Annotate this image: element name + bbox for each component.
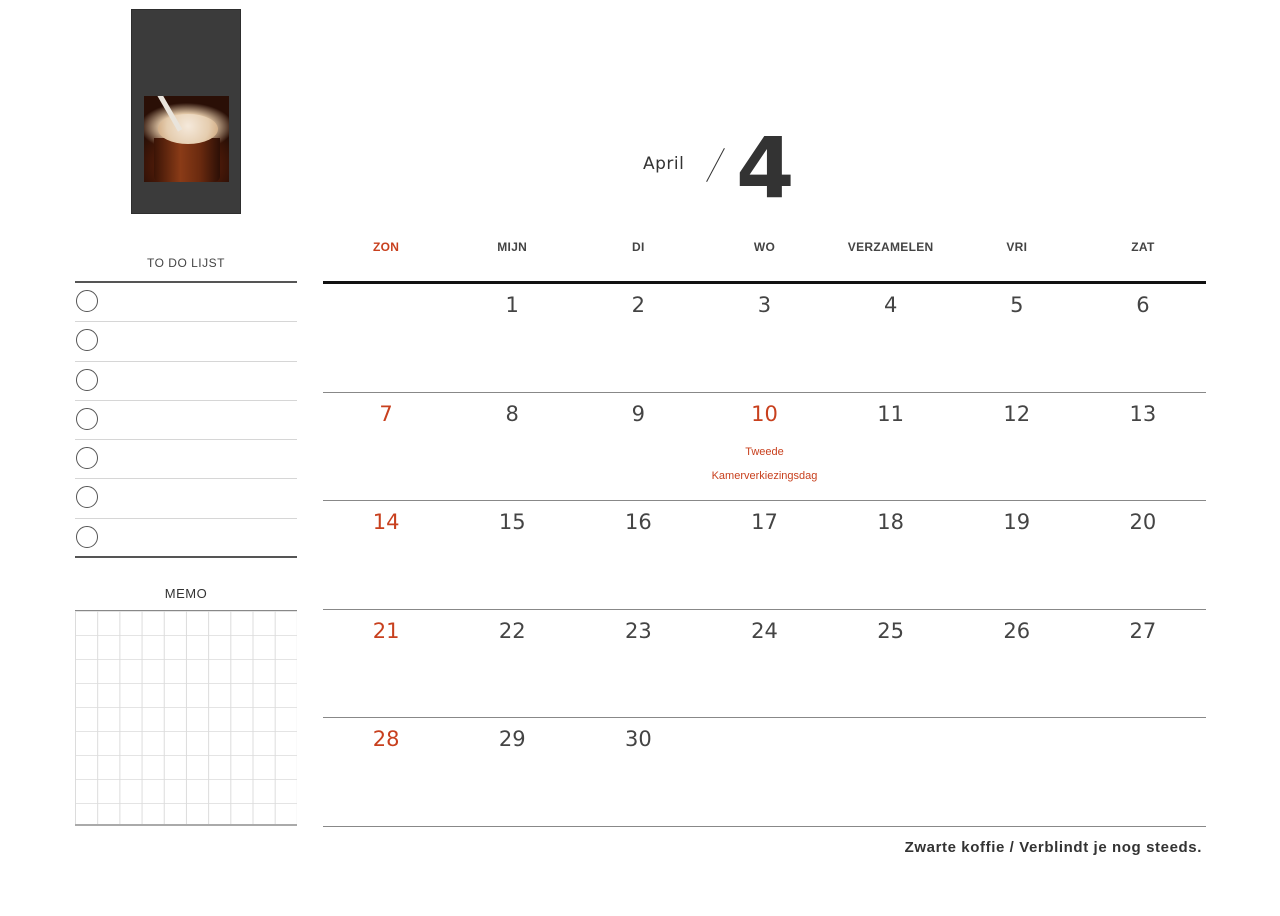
calendar-day-cell[interactable] (954, 718, 1080, 826)
calendar-event-label: Tweede Kamerverkiezingsdag (711, 445, 818, 482)
weekday-label: WO (753, 240, 776, 254)
todo-checkbox-circle[interactable] (76, 329, 98, 351)
calendar-day-cell[interactable] (575, 501, 701, 609)
todo-checkbox-circle[interactable] (76, 447, 98, 469)
calendar-day-number: 5 (1010, 293, 1024, 317)
calendar-day-number: 10 (751, 401, 778, 426)
calendar-day-number: 22 (498, 618, 526, 643)
coffee-photo (144, 96, 229, 182)
todo-checkbox-circle[interactable] (76, 369, 98, 391)
todo-item[interactable] (75, 479, 297, 518)
weekday-label: ZAT (1131, 240, 1155, 254)
todo-checkbox-circle[interactable] (76, 290, 98, 312)
calendar-day-number: 3 (757, 293, 772, 317)
calendar-day-cell[interactable] (323, 393, 449, 501)
calendar-day-number: 30 (624, 727, 652, 752)
todo-item[interactable] (75, 322, 297, 361)
calendar-day-cell[interactable] (323, 501, 449, 609)
calendar-grid (323, 284, 1206, 827)
calendar-day-number: 7 (379, 401, 393, 426)
calendar-day-cell[interactable] (828, 501, 954, 609)
calendar-day-cell[interactable] (449, 610, 575, 718)
calendar-day-cell[interactable] (828, 718, 954, 826)
todo-item[interactable] (75, 283, 297, 322)
calendar-day-cell[interactable] (1080, 610, 1206, 718)
calendar-day-number: 29 (498, 727, 526, 752)
calendar-day-number: 1 (505, 293, 519, 317)
calendar-day-cell[interactable] (449, 393, 575, 501)
calendar-day-cell[interactable] (575, 610, 701, 718)
month-number: 4 (736, 119, 795, 217)
calendar-day-number: 17 (751, 510, 778, 535)
calendar-day-number: 9 (631, 401, 646, 426)
todo-checkbox-circle[interactable] (76, 526, 98, 548)
calendar-day-cell[interactable] (828, 393, 954, 501)
calendar-day-cell[interactable] (954, 610, 1080, 718)
todo-checkbox-circle[interactable] (76, 408, 98, 430)
todo-item[interactable] (75, 362, 297, 401)
weekday-label: VERZAMELEN (847, 240, 934, 254)
calendar-day-cell[interactable] (1080, 718, 1206, 826)
calendar-day-number: 16 (624, 510, 652, 535)
calendar-day-number: 12 (1003, 401, 1031, 426)
calendar-week-row (323, 501, 1206, 610)
calendar-week-row (323, 393, 1206, 502)
calendar-day-cell[interactable] (575, 284, 701, 392)
todo-item[interactable] (75, 440, 297, 479)
calendar-week-row (323, 610, 1206, 719)
calendar-day-number: 18 (877, 510, 904, 535)
weekday-label: MIJN (497, 240, 528, 254)
todo-list (75, 283, 297, 558)
calendar-day-cell[interactable] (828, 610, 954, 718)
footer-quote: Zwarte koffie / Verblindt je nog steeds. (904, 839, 1202, 856)
weekday-label: DI (632, 240, 645, 254)
todo-item[interactable] (75, 401, 297, 440)
calendar-day-number: 11 (877, 401, 904, 426)
month-slash-divider (706, 148, 725, 182)
calendar-day-cell[interactable] (1080, 393, 1206, 501)
calendar-day-cell[interactable] (954, 284, 1080, 392)
calendar-week-row (323, 718, 1206, 827)
calendar-day-cell[interactable] (449, 284, 575, 392)
calendar-day-number: 20 (1129, 510, 1157, 535)
photo-frame (131, 9, 241, 214)
calendar-day-cell[interactable] (1080, 284, 1206, 392)
calendar-day-cell[interactable] (575, 393, 701, 501)
calendar-day-number: 4 (883, 293, 898, 317)
calendar-day-cell[interactable] (701, 284, 827, 392)
calendar-day-number: 21 (372, 618, 400, 643)
calendar-day-number: 19 (1003, 510, 1031, 535)
calendar-day-cell[interactable] (323, 718, 449, 826)
calendar-day-cell[interactable] (323, 284, 449, 392)
calendar-day-cell[interactable] (701, 610, 827, 718)
month-name: April (643, 154, 685, 174)
calendar-day-cell[interactable] (954, 501, 1080, 609)
coffee-foam (158, 114, 218, 144)
calendar-day-cell[interactable] (449, 718, 575, 826)
calendar-day-number: 24 (751, 618, 778, 643)
calendar-day-cell[interactable] (701, 393, 827, 501)
calendar-day-cell[interactable] (1080, 501, 1206, 609)
coffee-glass (154, 138, 220, 182)
calendar-day-cell[interactable] (954, 393, 1080, 501)
calendar-day-number: 2 (631, 293, 646, 317)
todo-title: TO DO LIJST (147, 256, 225, 270)
calendar-day-cell[interactable] (701, 718, 827, 826)
calendar-day-cell[interactable] (575, 718, 701, 826)
calendar-day-number: 23 (624, 618, 652, 643)
calendar-day-number: 8 (505, 401, 519, 426)
calendar-day-number: 27 (1129, 618, 1157, 643)
todo-item[interactable] (75, 519, 297, 558)
calendar-day-cell[interactable] (701, 501, 827, 609)
weekday-label: VRI (1006, 240, 1028, 254)
calendar-day-number: 25 (877, 618, 904, 643)
memo-title: MEMO (164, 586, 208, 601)
calendar-day-cell[interactable] (323, 610, 449, 718)
calendar-day-number: 13 (1129, 401, 1157, 426)
memo-grid[interactable] (75, 610, 297, 826)
calendar-day-number: 26 (1003, 618, 1031, 643)
todo-checkbox-circle[interactable] (76, 486, 98, 508)
calendar-day-number: 6 (1136, 293, 1150, 317)
calendar-day-number: 28 (372, 727, 400, 752)
calendar-weekday-header (323, 240, 1206, 264)
weekday-label: ZON (372, 240, 400, 254)
calendar-week-row (323, 284, 1206, 393)
calendar-day-number: 15 (498, 510, 526, 535)
calendar-day-number: 14 (372, 510, 400, 535)
calendar-day-cell[interactable] (449, 501, 575, 609)
calendar-day-cell[interactable] (828, 284, 954, 392)
